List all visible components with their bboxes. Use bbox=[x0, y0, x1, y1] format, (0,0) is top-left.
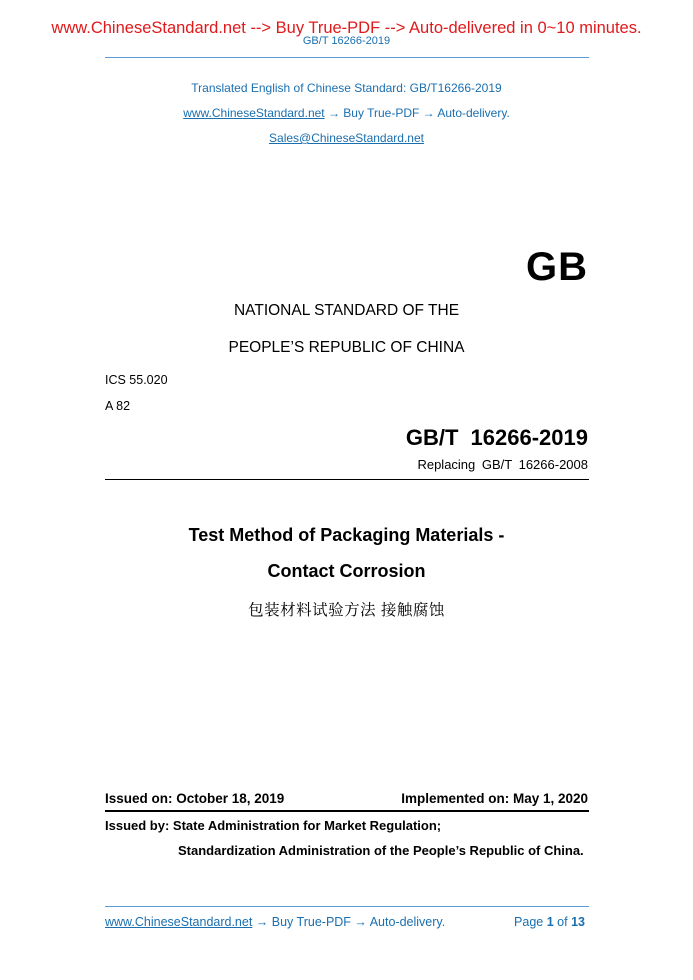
issued-by-line bbox=[105, 818, 441, 833]
email-line bbox=[0, 131, 693, 145]
implemented-on: Implemented on: May 1, 2020 bbox=[401, 791, 588, 806]
running-header-code: GB/T 16266-2019 bbox=[302, 35, 391, 47]
footer-site-line bbox=[105, 915, 445, 929]
issued-on: Issued on: October 18, 2019 bbox=[105, 791, 285, 806]
document-title-line1: Test Method of Packaging Materials - bbox=[188, 525, 505, 545]
site-line bbox=[0, 106, 693, 120]
issuance-divider bbox=[105, 810, 589, 812]
page-of: of bbox=[557, 915, 568, 929]
ccs-code: A 82 bbox=[105, 399, 131, 413]
site-link[interactable]: www.ChineseStandard.net bbox=[183, 106, 325, 120]
page-label: Page bbox=[514, 915, 544, 929]
replacing-note: Replacing GB/T 16266-2008 bbox=[417, 457, 588, 472]
issuer-2: Standardization Administration of the People’s Republic of China. bbox=[178, 843, 584, 858]
footer-divider bbox=[105, 906, 589, 907]
promo-banner[interactable]: www.ChineseStandard.net --> Buy True-PDF --> Auto-delivered in 0~10 minutes. bbox=[51, 19, 642, 37]
document-title-line2: Contact Corrosion bbox=[267, 561, 426, 581]
standard-number: GB/T 16266-2019 bbox=[405, 425, 588, 450]
page-indicator bbox=[514, 915, 585, 929]
issuer-1: State Administration for Market Regulation; bbox=[172, 818, 442, 833]
email-link[interactable]: Sales@ChineseStandard.net bbox=[269, 131, 424, 145]
chinese-title: 包装材料试验方法 接触腐蚀 bbox=[248, 602, 445, 619]
page-current: 1 bbox=[546, 915, 554, 929]
gb-mark: GB bbox=[526, 245, 588, 289]
site-suffix: → Buy True-PDF → Auto-delivery. bbox=[324, 106, 510, 120]
footer-site-link[interactable]: www.ChineseStandard.net bbox=[105, 915, 253, 929]
translation-notice: Translated English of Chinese Standard: GB/T16266-2019 bbox=[191, 81, 502, 95]
title-divider bbox=[105, 479, 589, 480]
header-divider bbox=[105, 57, 589, 58]
national-standard-line1: NATIONAL STANDARD OF THE bbox=[233, 302, 460, 319]
ics-code: ICS 55.020 bbox=[105, 373, 168, 387]
national-standard-line2: PEOPLE’S REPUBLIC OF CHINA bbox=[228, 339, 465, 356]
issued-by-label: Issued by: bbox=[105, 818, 170, 833]
page-total: 13 bbox=[571, 915, 585, 929]
footer-site-suffix: → Buy True-PDF → Auto-delivery. bbox=[252, 915, 446, 929]
